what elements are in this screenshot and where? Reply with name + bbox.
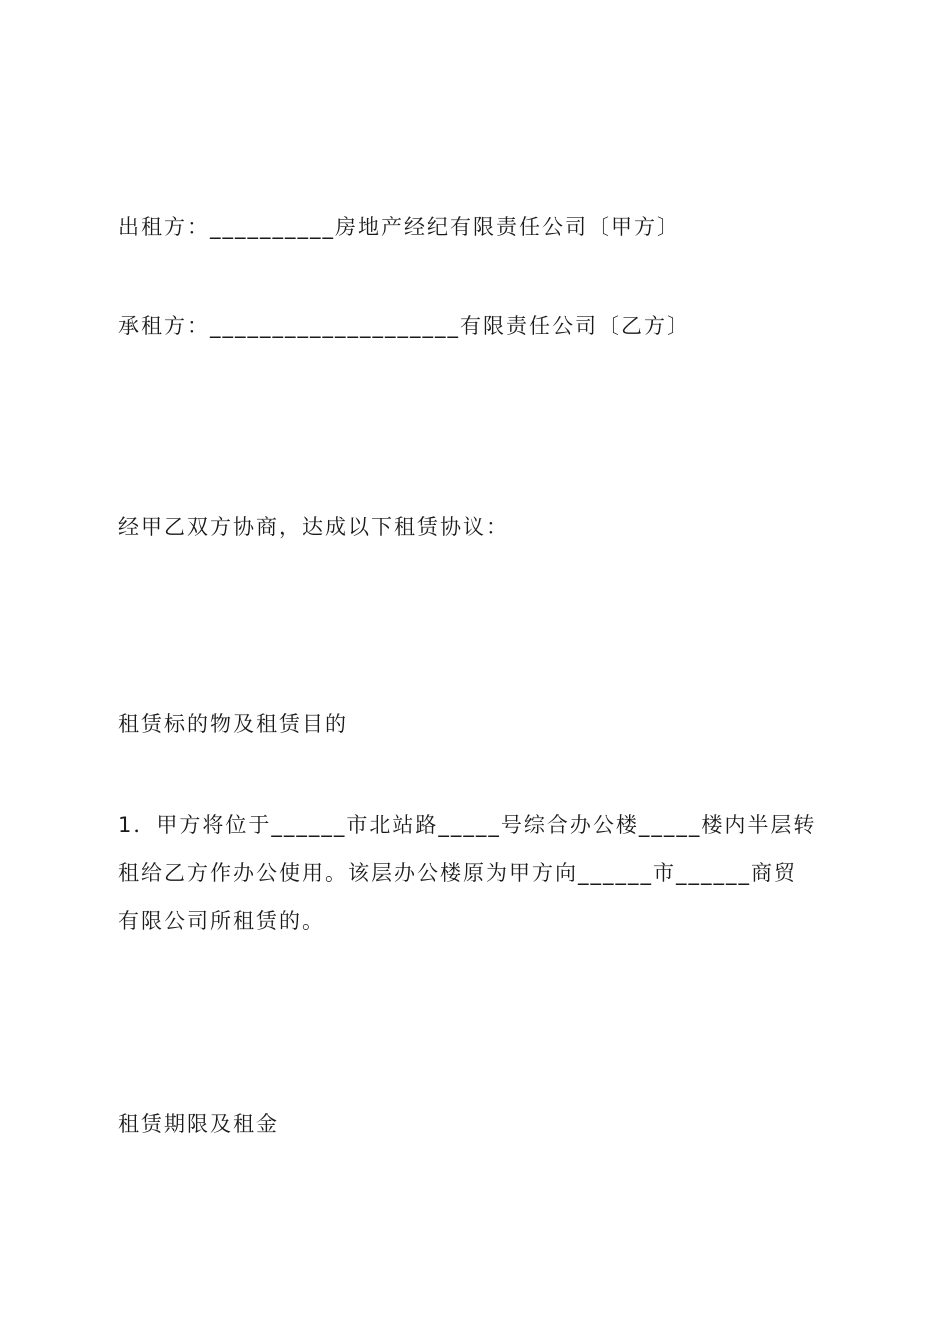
agreement-intro: 经甲乙双方协商，达成以下租赁协议： [118, 515, 509, 539]
clause-1 [118, 801, 834, 945]
section-heading-lease-term-rent: 租赁期限及租金 [118, 1112, 279, 1136]
clause-1-line-2: 租给乙方作办公使用。该层办公楼原为甲方向______市______商贸 [118, 861, 797, 885]
section-heading-lease-subject: 租赁标的物及租赁目的 [118, 712, 348, 736]
clause-1-line-1: 1．甲方将位于______市北站路_____号综合办公楼_____楼内半层转 [118, 813, 817, 837]
lessor-line: 出租方：__________房地产经纪有限责任公司〔甲方〕 [118, 215, 680, 239]
lessee-line: 承租方：____________________有限责任公司〔乙方〕 [118, 314, 690, 338]
clause-1-line-3: 有限公司所租赁的。 [118, 909, 325, 933]
